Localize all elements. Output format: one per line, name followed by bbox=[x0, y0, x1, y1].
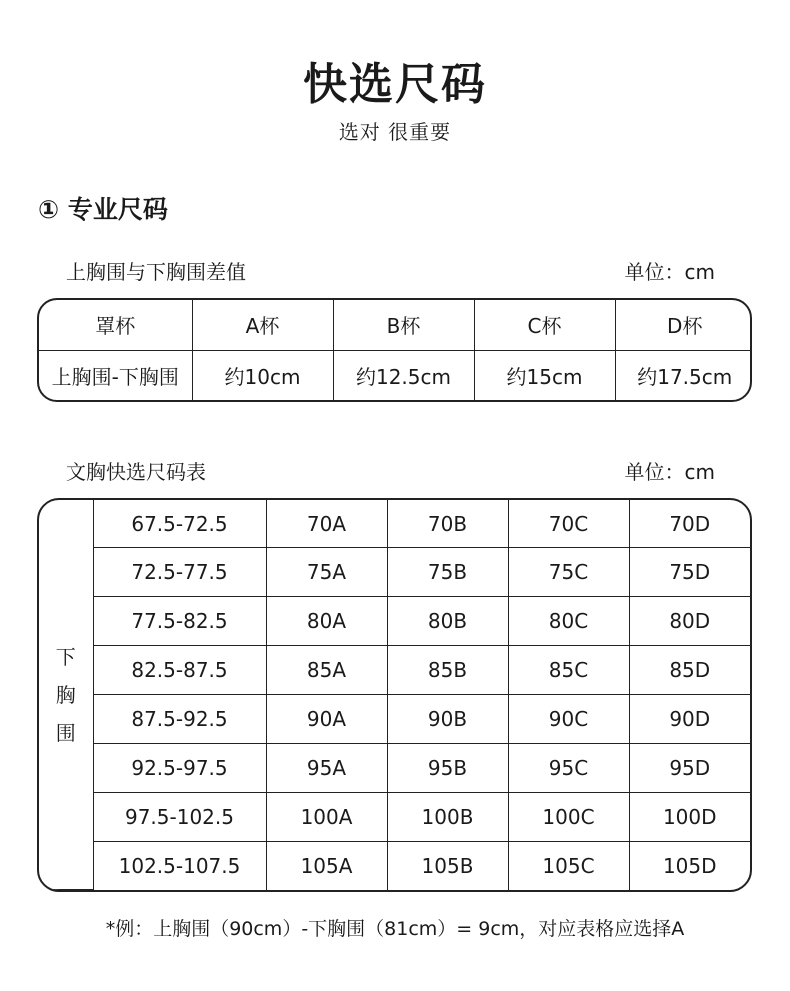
size-cell: 70D bbox=[629, 500, 750, 548]
size-cell: 80A bbox=[266, 597, 387, 646]
table-row bbox=[39, 646, 750, 695]
range-cell: 97.5-102.5 bbox=[93, 793, 266, 842]
size-cell: 100A bbox=[266, 793, 387, 842]
range-cell: 87.5-92.5 bbox=[93, 695, 266, 744]
size-cell: 75B bbox=[387, 548, 508, 597]
table-row bbox=[39, 350, 752, 400]
example-footnote: *例：上胸围（90cm）-下胸围（81cm）= 9cm，对应表格应选择A bbox=[105, 918, 685, 940]
table-row bbox=[39, 841, 750, 889]
size-table-unit: 单位：cm bbox=[624, 460, 715, 484]
size-cell: 100B bbox=[387, 793, 508, 842]
size-cell: 90D bbox=[629, 695, 750, 744]
header-cell: D杯 bbox=[615, 300, 752, 350]
cup-difference-table bbox=[37, 298, 752, 402]
page-title: 快选尺码 bbox=[303, 59, 487, 110]
size-cell: 95D bbox=[629, 744, 750, 793]
size-cell: 85B bbox=[387, 646, 508, 695]
range-cell: 77.5-82.5 bbox=[93, 597, 266, 646]
header-cell: B杯 bbox=[333, 300, 474, 350]
table-row bbox=[39, 793, 750, 842]
size-cell: 85D bbox=[629, 646, 750, 695]
table-cell: 约10cm bbox=[192, 350, 333, 400]
size-cell: 95B bbox=[387, 744, 508, 793]
header-cell: A杯 bbox=[192, 300, 333, 350]
side-label-char: 围 bbox=[55, 720, 76, 745]
size-cell: 75C bbox=[508, 548, 629, 597]
range-cell: 82.5-87.5 bbox=[93, 646, 266, 695]
table-row bbox=[39, 744, 750, 793]
header-cell: 罩杯 bbox=[39, 300, 192, 350]
table-header-row bbox=[39, 300, 752, 350]
size-chart-table bbox=[37, 498, 752, 892]
size-table-caption: 文胸快选尺码表 bbox=[66, 460, 206, 484]
size-cell: 90A bbox=[266, 695, 387, 744]
size-cell: 70C bbox=[508, 500, 629, 548]
range-cell: 92.5-97.5 bbox=[93, 744, 266, 793]
size-cell: 70B bbox=[387, 500, 508, 548]
size-cell: 105A bbox=[266, 841, 387, 889]
table-row bbox=[39, 695, 750, 744]
size-cell: 75D bbox=[629, 548, 750, 597]
page-subtitle: 选对 很重要 bbox=[338, 120, 452, 144]
table-row bbox=[39, 500, 750, 548]
table-cell: 约12.5cm bbox=[333, 350, 474, 400]
range-cell: 67.5-72.5 bbox=[93, 500, 266, 548]
underbust-side-label bbox=[39, 500, 93, 890]
side-label-char: 下 bbox=[55, 644, 76, 669]
side-label-char: 胸 bbox=[55, 682, 76, 707]
diff-table-caption: 上胸围与下胸围差值 bbox=[66, 260, 246, 284]
header-cell: C杯 bbox=[474, 300, 615, 350]
size-cell: 85C bbox=[508, 646, 629, 695]
size-cell: 100D bbox=[629, 793, 750, 842]
table-row bbox=[39, 597, 750, 646]
section-title: ① 专业尺码 bbox=[38, 195, 168, 224]
size-cell: 100C bbox=[508, 793, 629, 842]
size-cell: 105C bbox=[508, 841, 629, 889]
table-cell: 约15cm bbox=[474, 350, 615, 400]
size-cell: 70A bbox=[266, 500, 387, 548]
diff-table-unit: 单位：cm bbox=[624, 260, 715, 284]
size-cell: 80B bbox=[387, 597, 508, 646]
size-cell: 75A bbox=[266, 548, 387, 597]
table-row bbox=[39, 548, 750, 597]
size-cell: 105D bbox=[629, 841, 750, 889]
size-cell: 105B bbox=[387, 841, 508, 889]
size-cell: 95C bbox=[508, 744, 629, 793]
range-cell: 102.5-107.5 bbox=[93, 841, 266, 889]
table-cell: 上胸围-下胸围 bbox=[39, 350, 192, 400]
table-cell: 约17.5cm bbox=[615, 350, 752, 400]
size-cell: 90C bbox=[508, 695, 629, 744]
size-cell: 95A bbox=[266, 744, 387, 793]
size-cell: 80D bbox=[629, 597, 750, 646]
size-cell: 80C bbox=[508, 597, 629, 646]
size-cell: 85A bbox=[266, 646, 387, 695]
size-cell: 90B bbox=[387, 695, 508, 744]
range-cell: 72.5-77.5 bbox=[93, 548, 266, 597]
